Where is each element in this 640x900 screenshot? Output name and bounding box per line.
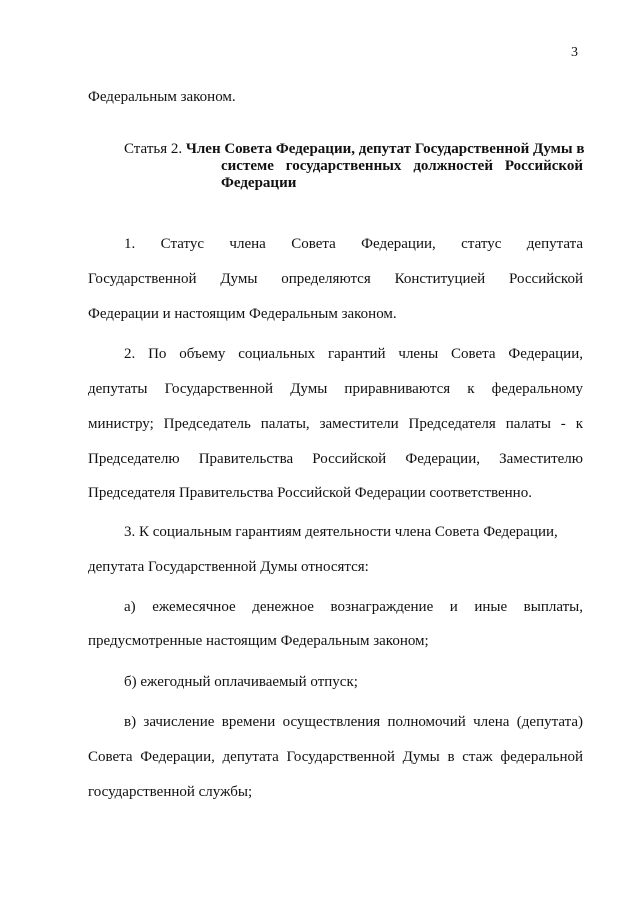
paragraph-line: министру; Председатель палаты, заместители Председателя палаты - к (88, 416, 583, 432)
paragraph-line: депутата Государственной Думы относятся: (88, 559, 369, 575)
paragraph-line: Председателю Правительства Российской Федерации, Заместителю (88, 451, 583, 467)
article-heading-line-1 (124, 141, 589, 158)
carryover-text: Федеральным законом. (88, 89, 236, 105)
article-label: Статья 2. (124, 141, 183, 157)
paragraph-line: Председателя Правительства Российской Федерации соответственно. (88, 485, 532, 501)
paragraph-line: 1. Статус члена Совета Федерации, статус депутата (124, 236, 583, 252)
paragraph-line: 2. По объему социальных гарантий члены Совета Федерации, (124, 346, 583, 362)
article-title-line-1: Член Совета Федерации, депутат Государственной Думы в (185, 141, 585, 157)
list-item-line: а) ежемесячное денежное вознаграждение и иные выплаты, (124, 599, 583, 615)
list-item-line: в) зачисление времени осуществления полномочий члена (депутата) (124, 714, 583, 730)
paragraph-line: 3. К социальным гарантиям деятельности члена Совета Федерации, (124, 524, 558, 540)
paragraph-line: Федерации и настоящим Федеральным законом. (88, 306, 397, 322)
article-title-line-3: Федерации (221, 175, 297, 191)
article-title-line-2: системе государственных должностей Российской (221, 158, 583, 174)
list-item-line: б) ежегодный оплачиваемый отпуск; (124, 674, 358, 690)
list-item-line: государственной службы; (88, 784, 253, 800)
list-item-line: предусмотренные настоящим Федеральным законом; (88, 633, 429, 649)
paragraph-line: депутаты Государственной Думы приравниваются к федеральному (88, 381, 583, 397)
article-heading (124, 141, 589, 192)
page-number: 3 (571, 45, 578, 60)
paragraph-line: Государственной Думы определяются Конституцией Российской (88, 271, 583, 287)
list-item-line: Совета Федерации, депутата Государственной Думы в стаж федеральной (88, 749, 583, 765)
